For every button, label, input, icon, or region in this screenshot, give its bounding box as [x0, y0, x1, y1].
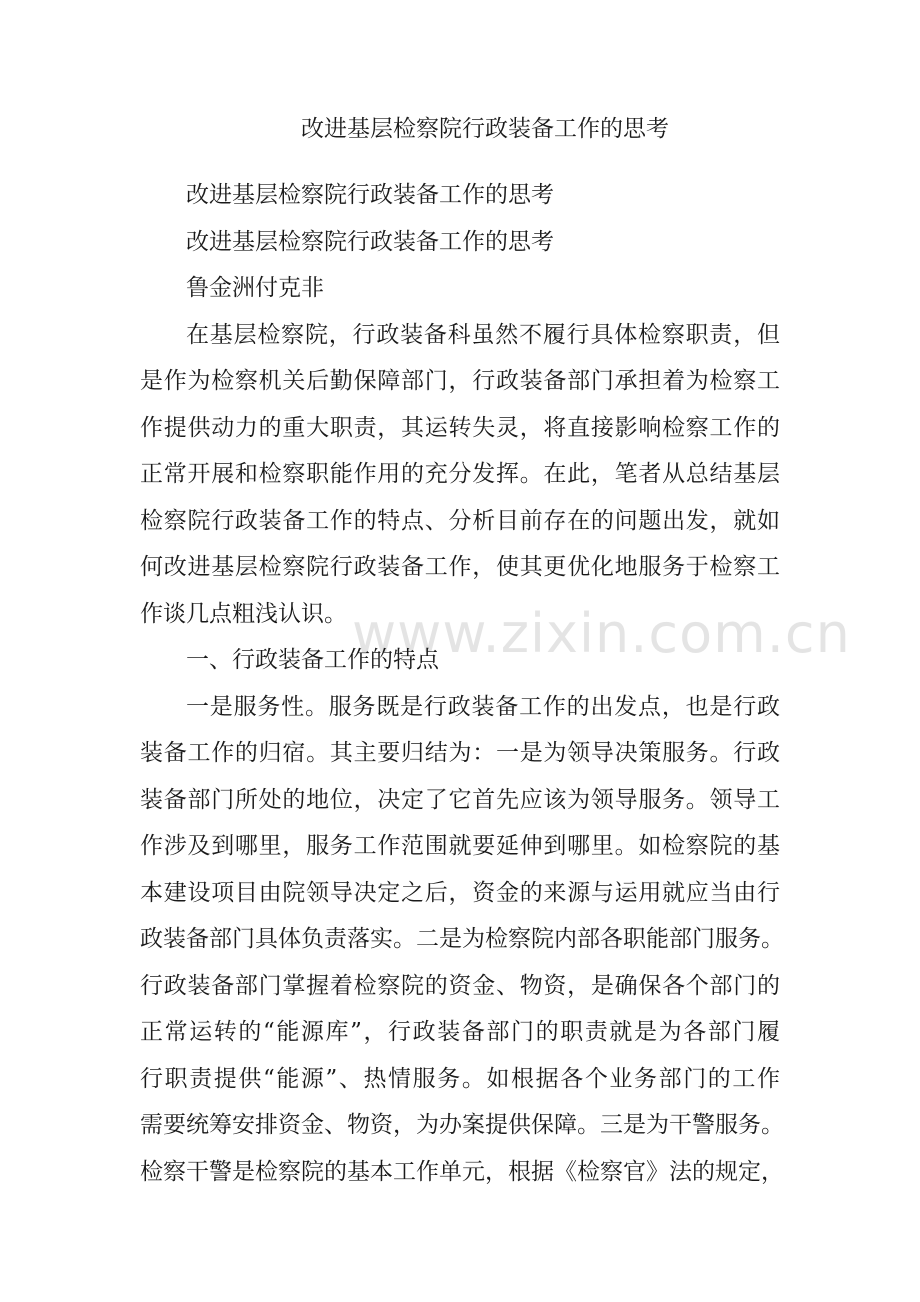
text-line: 检察干警是检察院的基本工作单元，根据《检察官》法的规定， — [140, 1158, 784, 1185]
text-line: 作涉及到哪里，服务工作范围就要延伸到哪里。如检察院的基 — [140, 833, 780, 859]
text-line: 一是服务性。服务既是行政装备工作的出发点，也是行政 — [186, 693, 780, 720]
text-line: 作提供动力的重大职责，其运转失灵，将直接影响检察工作的 — [140, 414, 780, 441]
watermark: www.zixin.com.cn — [352, 602, 851, 665]
text-line: 作谈几点粗浅认识。 — [140, 600, 347, 627]
text-line: 政装备部门具体负责落实。二是为检察院内部各职能部门服务。 — [140, 926, 784, 952]
text-line: 检察院行政装备工作的特点、分析目前存在的问题出发，就如 — [140, 507, 780, 534]
text-line: 在基层检察院，行政装备科虽然不履行具体检察职责，但 — [186, 321, 780, 348]
text-line: 改进基层检察院行政装备工作的思考 — [186, 228, 554, 255]
text-line: 本建设项目由院领导决定之后，资金的来源与运用就应当由行 — [140, 879, 780, 906]
text-line: 正常运转的“能源库”，行政装备部门的职责就是为各部门履 — [140, 1019, 780, 1045]
text-line: 鲁金洲付克非 — [186, 275, 324, 301]
text-line: 是作为检察机关后勤保障部门，行政装备部门承担着为检察工 — [140, 368, 780, 394]
document-body — [140, 172, 784, 1195]
text-line: 改进基层检察院行政装备工作的思考 — [186, 182, 554, 208]
text-line: 装备部门所处的地位，决定了它首先应该为领导服务。领导工 — [140, 786, 780, 813]
text-line: 何改进基层检察院行政装备工作，使其更优化地服务于检察工 — [140, 554, 780, 580]
text-line: 一、行政装备工作的特点 — [186, 647, 439, 673]
text-line: 行职责提供“能源”、热情服务。如根据各个业务部门的工作 — [140, 1065, 780, 1092]
text-line: 装备工作的归宿。其主要归结为：一是为领导决策服务。行政 — [140, 740, 780, 766]
text-line: 行政装备部门掌握着检察院的资金、物资，是确保各个部门的 — [140, 972, 780, 999]
text-line: 需要统筹安排资金、物资，为办案提供保障。三是为干警服务。 — [140, 1112, 784, 1138]
text-line: 正常开展和检察职能作用的充分发挥。在此，笔者从总结基层 — [140, 461, 780, 487]
document-title: 改进基层检察院行政装备工作的思考 — [301, 116, 669, 142]
